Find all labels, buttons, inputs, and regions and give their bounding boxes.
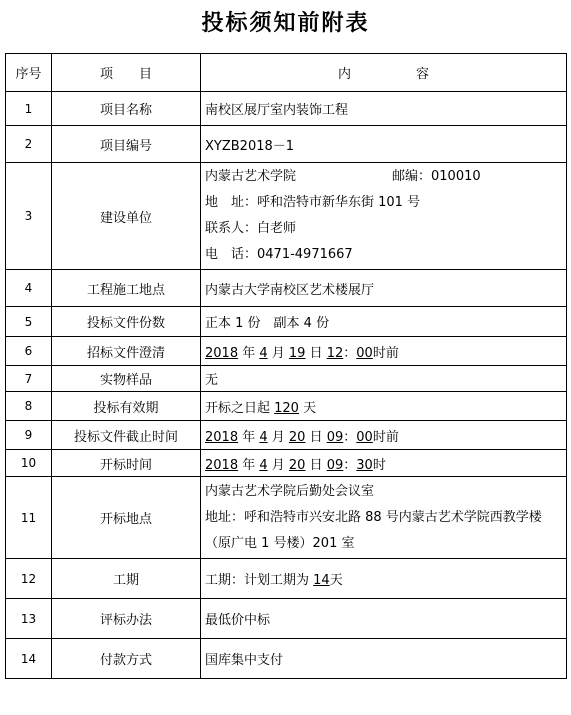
row-content: 南校区展厅室内装饰工程: [201, 92, 567, 126]
date-day: 20: [288, 457, 306, 473]
date-year: 2018: [205, 429, 239, 445]
row-no: 3: [6, 163, 52, 270]
row-item: 投标文件截止时间: [52, 421, 201, 450]
row-content: 最低价中标: [201, 599, 567, 639]
time-minute: 30: [356, 457, 373, 473]
date-text: 日: [305, 457, 327, 473]
time-suffix: 时前: [372, 345, 399, 361]
date-text: 月: [267, 429, 289, 445]
table-row: [6, 126, 567, 163]
page-title: 投标须知前附表: [201, 11, 370, 36]
date-text: 年: [238, 345, 260, 361]
row-item: 实物样品: [52, 366, 201, 392]
row-item: 开标地点: [52, 477, 201, 559]
duration-days: 14: [313, 573, 330, 588]
duration-text: 工期：计划工期为: [205, 573, 314, 588]
phone-line: 电 话：0471-4971667: [205, 247, 353, 262]
row-no: 13: [6, 599, 52, 639]
unit-line: [205, 164, 562, 190]
validity-text: 开标之日起: [205, 400, 275, 416]
row-no: 10: [6, 450, 52, 477]
date-text: 年: [238, 429, 260, 445]
date-text: 日: [305, 429, 327, 445]
table-row: [6, 599, 567, 639]
row-content: [201, 163, 567, 270]
row-item: 工期: [52, 559, 201, 599]
date-year: 2018: [205, 345, 239, 361]
row-content: 无: [201, 366, 567, 392]
date-text: 年: [238, 457, 260, 473]
unit-name: 内蒙古艺术学院: [205, 169, 297, 184]
date-text: 月: [267, 457, 289, 473]
row-no: 11: [6, 477, 52, 559]
row-content: XYZB2018－1: [201, 126, 567, 163]
date-text: 日: [305, 345, 327, 361]
row-content: 正本 1 份 副本 4 份: [201, 307, 567, 337]
table-row: [6, 366, 567, 392]
time-hour: 12: [326, 345, 344, 361]
row-item: 投标有效期: [52, 392, 201, 421]
row-content: [201, 337, 567, 366]
row-no: 6: [6, 337, 52, 366]
date-text: 月: [267, 345, 289, 361]
header-content: 内 容: [201, 54, 567, 92]
time-hour: 09: [326, 429, 344, 445]
validity-unit: 天: [298, 400, 317, 416]
venue-line: 内蒙古艺术学院后勤处会议室: [205, 483, 375, 499]
time-hour: 09: [326, 457, 344, 473]
time-suffix: 时: [372, 457, 386, 473]
row-item: 评标办法: [52, 599, 201, 639]
time-sep: ：: [343, 429, 357, 445]
contact-line: 联系人：白老师: [205, 221, 297, 236]
date-month: 4: [259, 429, 268, 445]
venue-building-line: （原广电 1 号楼）201 室: [205, 535, 355, 551]
date-month: 4: [259, 345, 268, 361]
duration-unit: 天: [329, 573, 343, 588]
row-no: 2: [6, 126, 52, 163]
row-no: 4: [6, 270, 52, 307]
row-item: 招标文件澄清: [52, 337, 201, 366]
row-no: 5: [6, 307, 52, 337]
address-line: 地 址：呼和浩特市新华东街 101 号: [205, 195, 421, 210]
header-no: 序号: [6, 54, 52, 92]
time-minute: 00: [356, 429, 373, 445]
venue-address-line: 地址：呼和浩特市兴安北路 88 号内蒙古艺术学院西教学楼: [205, 509, 542, 525]
table-row: [6, 270, 567, 307]
time-sep: ：: [343, 457, 357, 473]
validity-days: 120: [274, 400, 299, 416]
table-row: [6, 337, 567, 366]
table-row: [6, 163, 567, 270]
row-content: 内蒙古大学南校区艺术楼展厅: [201, 270, 567, 307]
table-row: [6, 639, 567, 679]
date-day: 19: [288, 345, 306, 361]
date-day: 20: [288, 429, 306, 445]
row-content: [201, 559, 567, 599]
row-no: 12: [6, 559, 52, 599]
row-no: 14: [6, 639, 52, 679]
time-sep: ：: [343, 345, 357, 361]
row-no: 1: [6, 92, 52, 126]
row-item: 工程施工地点: [52, 270, 201, 307]
row-item: 付款方式: [52, 639, 201, 679]
date-month: 4: [259, 457, 268, 473]
row-content: 国库集中支付: [201, 639, 567, 679]
table-row: [6, 477, 567, 559]
row-item: 投标文件份数: [52, 307, 201, 337]
row-content: [201, 477, 567, 559]
table-row: [6, 450, 567, 477]
row-content: [201, 421, 567, 450]
row-item: 项目名称: [52, 92, 201, 126]
bid-instructions-table: [5, 53, 567, 679]
row-no: 8: [6, 392, 52, 421]
row-content: [201, 392, 567, 421]
table-row: [6, 559, 567, 599]
table-row: [6, 92, 567, 126]
postcode: 邮编：010010: [392, 169, 481, 184]
row-item: 开标时间: [52, 450, 201, 477]
row-no: 7: [6, 366, 52, 392]
row-no: 9: [6, 421, 52, 450]
table-header-row: [6, 54, 567, 92]
row-item: 建设单位: [52, 163, 201, 270]
date-year: 2018: [205, 457, 239, 473]
table-row: [6, 392, 567, 421]
row-content: [201, 450, 567, 477]
time-suffix: 时前: [372, 429, 399, 445]
row-item: 项目编号: [52, 126, 201, 163]
header-item: 项 目: [52, 54, 201, 92]
time-minute: 00: [356, 345, 373, 361]
table-row: [6, 421, 567, 450]
table-row: [6, 307, 567, 337]
